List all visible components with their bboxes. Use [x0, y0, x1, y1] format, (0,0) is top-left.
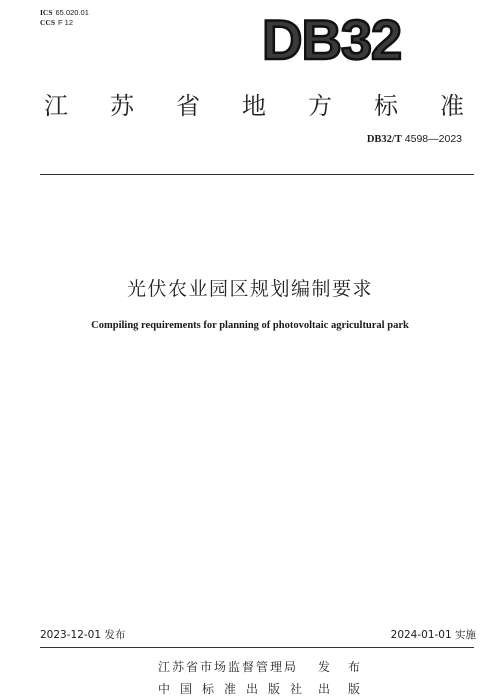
- heading-char: 标: [374, 92, 398, 120]
- ics-label: ICS: [40, 8, 53, 17]
- standard-number: [367, 133, 462, 145]
- heading-char: 地: [242, 92, 266, 120]
- heading-char: 省: [176, 92, 200, 120]
- ics-code: [40, 8, 89, 18]
- heading-char: 准: [440, 92, 464, 120]
- heading-char: 江: [44, 92, 68, 120]
- province-standard-heading: [44, 86, 464, 121]
- issue-date: 2023-12-01 发布: [40, 629, 126, 641]
- heading-char: 苏: [110, 92, 134, 120]
- publisher-action: 出版: [318, 682, 379, 696]
- heading-char: 方: [308, 92, 332, 120]
- ccs-code: [40, 18, 89, 28]
- classification-codes: [40, 8, 89, 28]
- db32-logo: DB32: [262, 8, 402, 71]
- standard-prefix: DB32/T: [366, 134, 402, 145]
- implementation-date: 2024-01-01 实施: [390, 629, 476, 641]
- publisher-name: 中国标准出版社: [158, 682, 313, 696]
- top-divider: [40, 174, 474, 175]
- issuer-action: 发布: [318, 660, 379, 674]
- document-title-en: Compiling requirements for planning of photovoltaic agricultural park: [91, 320, 409, 331]
- ics-value: 65.020.01: [55, 8, 89, 17]
- document-title-zh: 光伏农业园区规划编制要求: [126, 278, 373, 300]
- issuer-name: 江苏省市场监督管理局: [158, 660, 299, 674]
- ccs-label: CCS: [40, 18, 56, 27]
- bottom-divider: [40, 647, 474, 648]
- standard-code: 4598—2023: [404, 133, 462, 145]
- ccs-value: F 12: [58, 18, 74, 27]
